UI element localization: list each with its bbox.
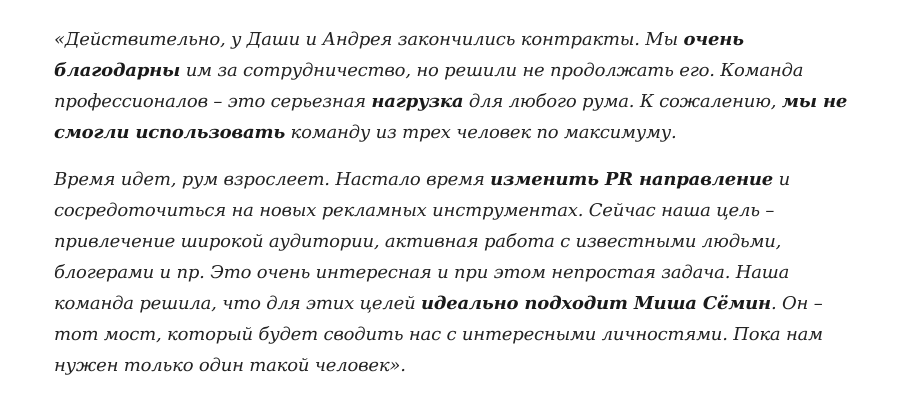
paragraph-1 <box>54 24 854 148</box>
emphasis-ideal-fit: идеально подходит Миша Сёмин <box>421 293 771 314</box>
emphasis-could-not-use: мы не смогли использовать <box>54 91 848 143</box>
paragraph-1-text: для любого рума. К сожалению, <box>463 91 782 112</box>
emphasis-load: нагрузка <box>371 91 464 112</box>
emphasis-very-grateful: очень благодарны <box>54 29 744 81</box>
paragraph-2-text: Время идет, рум взрослеет. Настало время <box>54 169 491 190</box>
paragraph-2 <box>54 164 854 381</box>
emphasis-change-pr: изменить PR направление <box>490 169 774 190</box>
paragraph-1-text: команду из трех человек по максимуму. <box>285 122 677 143</box>
paragraph-2-text: и сосредоточиться на новых рекламных инструментах. Сейчас наша цель – привлечение широкой аудитории, активная работа с известными людьми, блогерами и пр. Это очень интересная и при этом непростая задача. Наша команда решила, что для этих целей <box>54 169 790 314</box>
quote-block <box>54 24 854 381</box>
paragraph-2-text: . Он – тот мост, который будет сводить нас с интересными личностями. Пока нам нужен только один такой человек». <box>54 293 823 376</box>
paragraph-1-text: им за сотрудничество, но решили не продолжать его. Команда профессионалов – это серьезная <box>54 60 804 112</box>
paragraph-1-text: «Действительно, у Даши и Андрея закончились контракты. Мы <box>54 29 684 50</box>
